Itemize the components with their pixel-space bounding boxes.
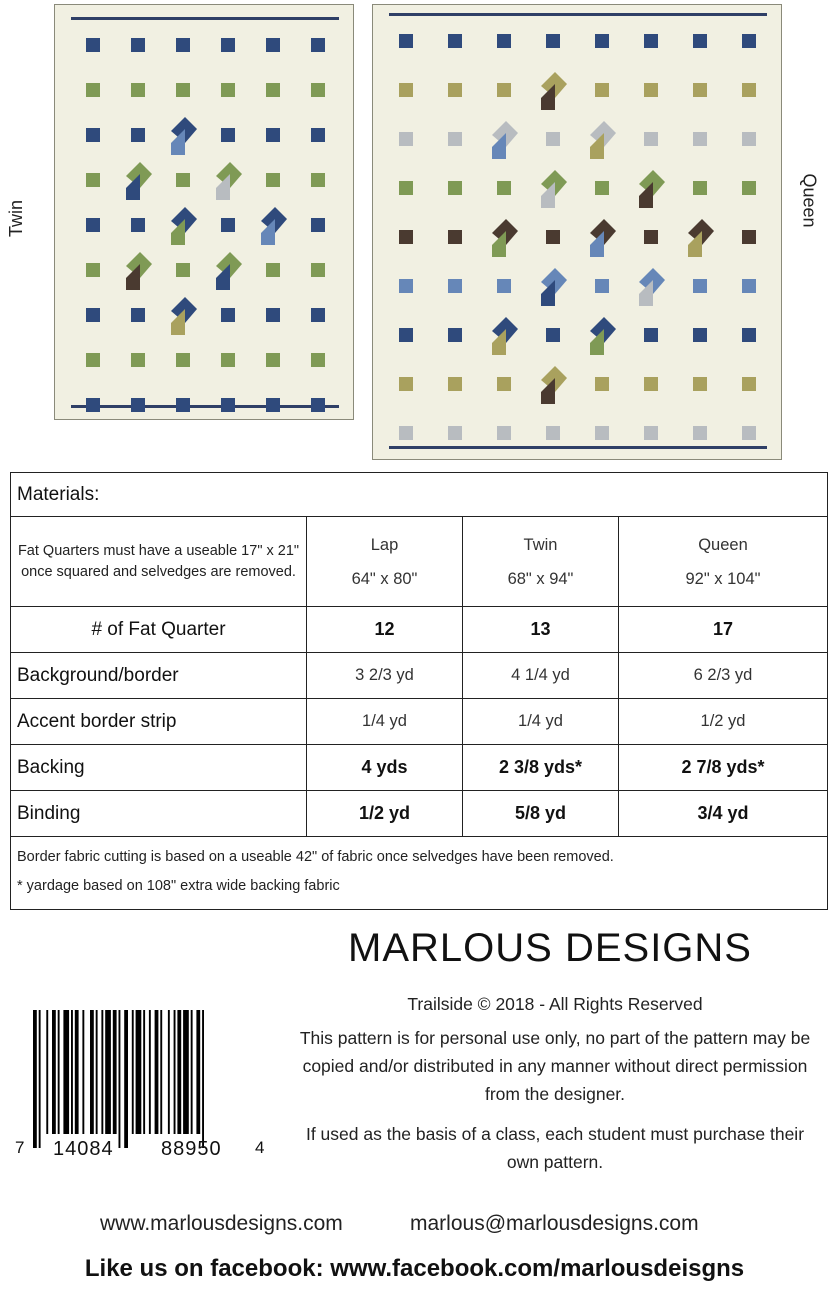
barcode-bar (52, 1010, 56, 1134)
block-square (221, 218, 235, 232)
block-square (399, 426, 413, 440)
block-square (448, 83, 462, 97)
quilt-background (373, 5, 782, 460)
block-square (448, 328, 462, 342)
block-square (644, 83, 658, 97)
block-square (176, 38, 190, 52)
size-name: Lap (370, 535, 399, 554)
block-square (595, 279, 609, 293)
size-queen (619, 517, 828, 607)
block-square (497, 377, 511, 391)
block-square (266, 173, 280, 187)
block-square (86, 173, 100, 187)
barcode-bar (191, 1010, 193, 1134)
barcode-bar (82, 1010, 84, 1134)
barcode-bar (119, 1010, 121, 1148)
barcode-bar (105, 1010, 111, 1134)
block-square (86, 263, 100, 277)
block-square (742, 230, 756, 244)
table-row (11, 607, 828, 653)
materials-table (10, 472, 828, 910)
barcode (15, 1010, 265, 1170)
block-square (131, 218, 145, 232)
block-square (742, 181, 756, 195)
row-value: 3/4 yd (619, 791, 828, 837)
barcode-bar (168, 1010, 170, 1134)
block-square (221, 38, 235, 52)
footnotes (11, 837, 828, 910)
usage-notice: This pattern is for personal use only, no part of the pattern may be copied and/or distributed in any manner without direct permission from the designer. (299, 1028, 811, 1104)
block-square (266, 83, 280, 97)
block-square (497, 34, 511, 48)
twin-quilt-svg (55, 5, 354, 420)
row-value: 1/2 yd (307, 791, 463, 837)
footnote-border: Border fabric cutting is based on a useable 42" of fabric once selvedges have been removed. (17, 849, 614, 865)
size-lap (307, 517, 463, 607)
block-square (266, 128, 280, 142)
row-label: Backing (11, 745, 307, 791)
table-row (11, 791, 828, 837)
row-value: 4 1/4 yd (463, 653, 619, 699)
row-value: 2 7/8 yds* (619, 745, 828, 791)
block-square (221, 308, 235, 322)
block-square (693, 279, 707, 293)
block-square (311, 263, 325, 277)
block-square (693, 132, 707, 146)
row-value: 3 2/3 yd (307, 653, 463, 699)
row-value: 5/8 yd (463, 791, 619, 837)
table-row (11, 745, 828, 791)
row-value: 1/4 yd (307, 699, 463, 745)
size-name: Twin (523, 535, 558, 554)
materials-title: Materials: (11, 473, 828, 517)
facebook-line[interactable]: Like us on facebook: www.facebook.com/marlousdeisgns (84, 1255, 745, 1282)
queen-quilt-label: Queen (799, 173, 820, 228)
block-square (595, 83, 609, 97)
barcode-bar (183, 1010, 189, 1134)
block-square (742, 328, 756, 342)
copyright-line: Trailside © 2018 - All Rights Reserved (407, 994, 703, 1014)
size-dims: 92" x 104" (685, 569, 761, 588)
block-square (693, 34, 707, 48)
row-value: 17 (619, 607, 828, 653)
barcode-bar (75, 1010, 79, 1134)
block-square (266, 38, 280, 52)
block-square (221, 83, 235, 97)
barcode-bar (124, 1010, 128, 1148)
block-square (546, 426, 560, 440)
barcode-bar (63, 1010, 69, 1134)
twin-quilt-illustration (54, 4, 354, 420)
barcode-bar (177, 1010, 181, 1134)
block-square (311, 308, 325, 322)
block-square (742, 34, 756, 48)
block-square (546, 34, 560, 48)
block-square (546, 230, 560, 244)
block-square (399, 34, 413, 48)
barcode-bar (196, 1010, 200, 1134)
block-square (448, 426, 462, 440)
block-square (176, 83, 190, 97)
block-square (86, 398, 100, 412)
barcode-bar (149, 1010, 151, 1134)
block-square (448, 279, 462, 293)
row-value: 1/4 yd (463, 699, 619, 745)
block-square (131, 353, 145, 367)
barcode-digit-right: 4 (255, 1138, 265, 1157)
block-square (266, 308, 280, 322)
block-square (644, 132, 658, 146)
block-square (311, 38, 325, 52)
block-square (644, 328, 658, 342)
barcode-bars (33, 1010, 263, 1150)
block-square (131, 308, 145, 322)
block-square (742, 377, 756, 391)
block-square (595, 34, 609, 48)
block-square (311, 173, 325, 187)
block-square (311, 353, 325, 367)
fat-quarter-note: Fat Quarters must have a useable 17" x 21" once squared and selvedges are removed. (11, 517, 307, 607)
block-square (86, 353, 100, 367)
block-square (644, 230, 658, 244)
block-square (595, 377, 609, 391)
barcode-group-right: 88950 (161, 1138, 222, 1160)
accent-border-strip (389, 446, 767, 449)
block-square (86, 83, 100, 97)
block-square (546, 328, 560, 342)
barcode-bar (96, 1010, 98, 1134)
block-square (693, 426, 707, 440)
block-square (311, 218, 325, 232)
block-square (131, 128, 145, 142)
block-square (448, 181, 462, 195)
block-square (176, 353, 190, 367)
block-square (311, 398, 325, 412)
block-square (399, 83, 413, 97)
block-square (176, 173, 190, 187)
block-square (448, 377, 462, 391)
barcode-bar (71, 1010, 73, 1134)
block-square (86, 128, 100, 142)
barcode-bar (143, 1010, 145, 1134)
size-dims: 64" x 80" (351, 569, 418, 588)
row-label: Background/border (11, 653, 307, 699)
block-square (311, 83, 325, 97)
block-square (693, 328, 707, 342)
block-square (742, 279, 756, 293)
barcode-bar (160, 1010, 162, 1134)
block-square (176, 398, 190, 412)
row-value: 6 2/3 yd (619, 653, 828, 699)
block-square (399, 377, 413, 391)
block-square (131, 83, 145, 97)
table-row (11, 699, 828, 745)
block-square (399, 279, 413, 293)
accent-border-strip (71, 17, 339, 20)
block-square (595, 426, 609, 440)
block-square (644, 34, 658, 48)
block-square (497, 181, 511, 195)
size-name: Queen (698, 535, 748, 554)
block-square (693, 181, 707, 195)
block-square (86, 218, 100, 232)
barcode-bar (101, 1010, 103, 1134)
class-notice: If used as the basis of a class, each student must purchase their own pattern. (305, 1124, 805, 1172)
block-square (266, 398, 280, 412)
email-link[interactable]: marlous@marlousdesigns.com (410, 1212, 699, 1235)
size-dims: 68" x 94" (507, 569, 574, 588)
twin-quilt-label: Twin (6, 199, 27, 238)
barcode-bar (155, 1010, 159, 1134)
block-square (497, 83, 511, 97)
row-label: Accent border strip (11, 699, 307, 745)
block-square (644, 377, 658, 391)
block-square (221, 128, 235, 142)
block-square (448, 132, 462, 146)
brand-title: MARLOUS DESIGNS (348, 926, 752, 970)
block-square (399, 230, 413, 244)
barcode-bar (90, 1010, 94, 1134)
block-square (399, 132, 413, 146)
barcode-bar (39, 1010, 41, 1148)
footnote-backing: * yardage based on 108" extra wide backing fabric (17, 878, 340, 894)
barcode-bar (132, 1010, 134, 1134)
queen-quilt-svg (373, 5, 782, 460)
block-square (266, 353, 280, 367)
barcode-digit-left: 7 (15, 1138, 25, 1157)
row-value: 1/2 yd (619, 699, 828, 745)
block-square (399, 181, 413, 195)
block-square (497, 426, 511, 440)
row-label: # of Fat Quarter (11, 607, 307, 653)
block-square (546, 132, 560, 146)
block-square (86, 308, 100, 322)
barcode-bar (33, 1010, 37, 1148)
block-square (448, 230, 462, 244)
accent-border-strip (389, 13, 767, 16)
row-label: Binding (11, 791, 307, 837)
block-square (221, 398, 235, 412)
barcode-bar (58, 1010, 60, 1134)
row-value: 13 (463, 607, 619, 653)
barcode-bar (46, 1010, 48, 1134)
block-square (221, 353, 235, 367)
block-square (693, 83, 707, 97)
block-square (399, 328, 413, 342)
block-square (131, 398, 145, 412)
block-square (176, 263, 190, 277)
block-square (311, 128, 325, 142)
block-square (595, 181, 609, 195)
row-value: 4 yds (307, 745, 463, 791)
block-square (742, 426, 756, 440)
barcode-bar (113, 1010, 117, 1134)
barcode-bar (174, 1010, 176, 1134)
table-row (11, 653, 828, 699)
website-link[interactable]: www.marlousdesigns.com (100, 1212, 343, 1235)
block-square (86, 38, 100, 52)
block-square (497, 279, 511, 293)
block-square (644, 426, 658, 440)
block-square (266, 263, 280, 277)
row-value: 2 3/8 yds* (463, 745, 619, 791)
queen-quilt-illustration (372, 4, 782, 460)
block-square (693, 377, 707, 391)
barcode-group-left: 14084 (53, 1138, 114, 1160)
barcode-bar (136, 1010, 142, 1134)
size-twin (463, 517, 619, 607)
barcode-bar (202, 1010, 204, 1148)
block-square (131, 38, 145, 52)
block-square (742, 132, 756, 146)
block-square (742, 83, 756, 97)
block-square (448, 34, 462, 48)
row-value: 12 (307, 607, 463, 653)
accent-border-strip (71, 405, 339, 408)
